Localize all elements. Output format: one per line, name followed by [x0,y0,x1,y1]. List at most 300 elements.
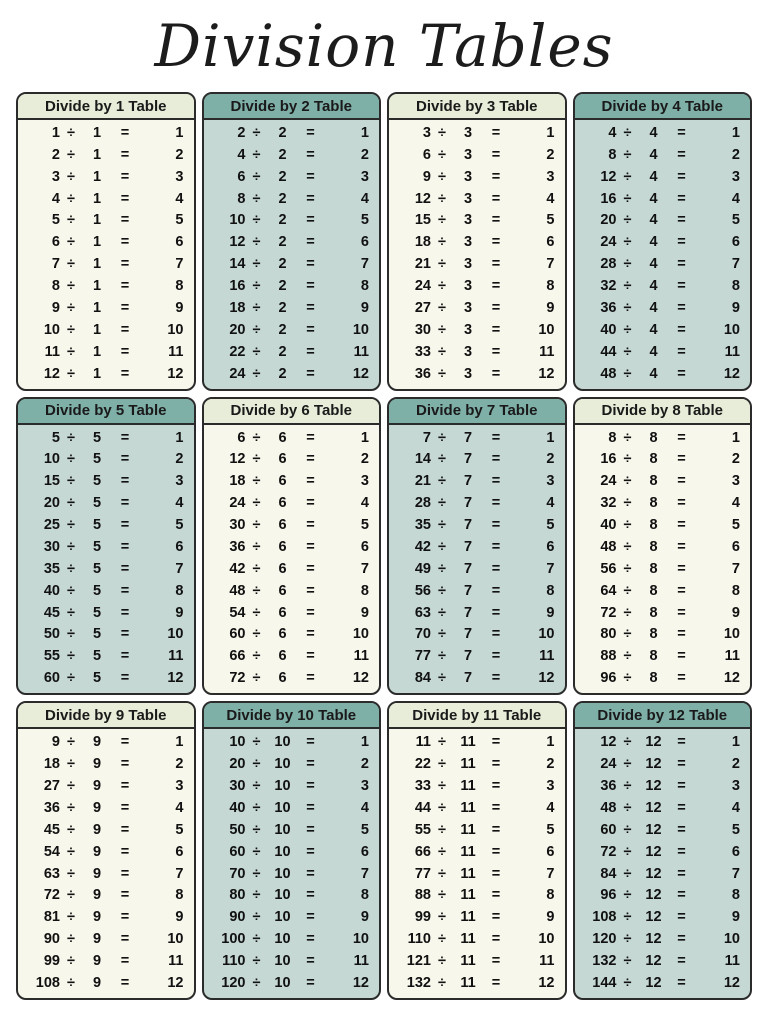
divide-sign: ÷ [623,604,632,621]
table-heading: Divide by 11 Table [389,703,565,729]
dividend: 70 [229,865,246,882]
equals-sign: = [306,517,315,534]
table-row [24,777,188,795]
dividend: 6 [422,146,431,163]
quotient: 4 [360,799,369,816]
dividend: 36 [414,365,431,382]
equals-sign: = [677,626,686,643]
dividend: 24 [229,365,246,382]
equals-sign: = [120,517,130,534]
equals-sign: = [120,451,130,468]
divisor: 7 [463,538,473,555]
table-row [24,365,188,383]
quotient: 8 [731,582,740,599]
divisor: 10 [274,821,291,838]
divide-sign: ÷ [438,517,446,534]
equals-sign: = [491,256,501,273]
divide-sign: ÷ [67,843,75,860]
quotient: 4 [546,190,555,207]
divisor: 2 [278,321,287,338]
divisor: 8 [649,648,658,665]
divide-sign: ÷ [438,429,446,446]
divisor: 2 [278,343,287,360]
quotient: 10 [723,321,740,338]
quotient: 1 [175,429,184,446]
divisor: 6 [278,604,287,621]
equals-sign: = [306,190,315,207]
divide-sign: ÷ [438,909,446,926]
dividend: 2 [237,124,246,141]
equals-sign: = [677,212,686,229]
dividend: 60 [43,670,60,687]
page-title: Division Tables [154,12,614,80]
divide-sign: ÷ [438,604,446,621]
divide-sign: ÷ [67,734,75,751]
equals-sign: = [491,124,501,141]
equals-sign: = [120,756,130,773]
dividend: 60 [229,626,246,643]
table-heading: Divide by 12 Table [575,703,751,729]
equals-sign: = [677,670,686,687]
divisor: 7 [463,670,473,687]
divisor: 11 [460,778,476,795]
divisor: 9 [92,799,102,816]
dividend: 50 [229,821,246,838]
divide-sign: ÷ [252,234,261,251]
quotient: 5 [731,821,740,838]
divide-sign: ÷ [252,451,261,468]
dividend: 48 [600,799,617,816]
divisor: 3 [463,234,473,251]
table-row [24,799,188,817]
dividend: 28 [414,495,431,512]
divide-sign: ÷ [252,517,261,534]
divide-sign: ÷ [67,190,75,207]
divide-sign: ÷ [67,124,75,141]
divide-sign: ÷ [252,756,261,773]
dividend: 66 [229,648,246,665]
divide-sign: ÷ [67,473,75,490]
table-row [581,146,745,164]
equals-sign: = [306,212,315,229]
quotient: 5 [731,517,740,534]
quotient: 7 [546,865,555,882]
divisor: 11 [460,953,476,970]
divisor: 9 [92,756,102,773]
quotient: 2 [546,146,555,163]
quotient: 9 [360,299,369,316]
divisor: 8 [649,604,658,621]
equals-sign: = [491,495,501,512]
table-row [581,450,745,468]
table-row [210,625,374,643]
table-row [24,908,188,926]
equals-sign: = [120,365,130,382]
dividend: 80 [600,626,617,643]
quotient: 12 [167,670,184,687]
equals-sign: = [677,538,686,555]
divide-sign: ÷ [438,451,446,468]
divide-sign: ÷ [252,321,261,338]
divisor: 3 [463,168,473,185]
quotient: 7 [731,560,740,577]
equals-sign: = [306,648,315,665]
dividend: 120 [221,974,246,991]
quotient: 8 [546,582,555,599]
table-row [395,669,559,687]
table-heading: Divide by 3 Table [389,94,565,120]
dividend: 144 [592,974,617,991]
table-row [581,233,745,251]
table-row [210,277,374,295]
table-row [24,450,188,468]
divide-sign: ÷ [623,451,632,468]
divisor: 6 [278,495,287,512]
table-row [581,560,745,578]
divisor: 7 [463,582,473,599]
table-row [395,974,559,992]
quotient: 11 [539,343,555,360]
quotient: 5 [546,821,555,838]
table-row [210,343,374,361]
divisor: 6 [278,473,287,490]
divisor: 1 [92,278,102,295]
dividend: 5 [51,429,60,446]
dividend: 32 [600,495,617,512]
divide-sign: ÷ [252,821,261,838]
dividend: 49 [414,560,431,577]
equals-sign: = [306,168,315,185]
divide-sign: ÷ [623,799,632,816]
equals-sign: = [306,843,315,860]
equals-sign: = [491,451,501,468]
quotient: 6 [360,843,369,860]
table-heading: Divide by 1 Table [18,94,194,120]
equals-sign: = [120,582,130,599]
equals-sign: = [491,212,501,229]
equals-sign: = [677,909,686,926]
divide-sign: ÷ [438,473,446,490]
quotient: 1 [731,124,740,141]
quotient: 3 [731,778,740,795]
table-row [581,494,745,512]
table-heading: Divide by 5 Table [18,399,194,425]
dividend: 40 [229,799,246,816]
divide-sign: ÷ [67,778,75,795]
dividend: 42 [414,538,431,555]
dividend: 77 [414,648,431,665]
divide-sign: ÷ [67,953,75,970]
table-row [210,190,374,208]
divide-sign: ÷ [623,299,632,316]
equals-sign: = [677,953,686,970]
divisor: 12 [645,756,662,773]
table-row [210,211,374,229]
dividend: 9 [422,168,431,185]
divide-sign: ÷ [623,887,632,904]
divisor: 8 [649,626,658,643]
divisor: 6 [278,517,287,534]
quotient: 6 [175,538,184,555]
table-row [210,560,374,578]
equals-sign: = [306,865,315,882]
equals-sign: = [120,278,130,295]
dividend: 66 [414,843,431,860]
equals-sign: = [677,168,686,185]
quotient: 11 [724,343,740,360]
divisor: 7 [463,517,473,534]
quotient: 10 [167,626,184,643]
table-row [395,908,559,926]
divisor: 10 [274,843,291,860]
quotient: 3 [731,473,740,490]
divide-sign: ÷ [438,168,446,185]
table-heading: Divide by 4 Table [575,94,751,120]
division-tables-grid [16,92,752,1000]
dividend: 11 [44,343,60,360]
divide-sign: ÷ [67,168,75,185]
dividend: 14 [414,451,431,468]
dividend: 45 [43,821,60,838]
table-row [395,582,559,600]
dividend: 30 [414,321,431,338]
quotient: 1 [546,429,555,446]
equals-sign: = [491,582,501,599]
divide-sign: ÷ [67,365,75,382]
table-row [24,277,188,295]
divisor: 6 [278,670,287,687]
equals-sign: = [120,146,130,163]
equals-sign: = [677,278,686,295]
divide-sign: ÷ [67,799,75,816]
equals-sign: = [120,168,130,185]
equals-sign: = [677,146,686,163]
table-row [395,952,559,970]
quotient: 2 [731,756,740,773]
dividend: 12 [43,365,60,382]
table-row [581,974,745,992]
divisor: 9 [92,931,102,948]
quotient: 7 [546,256,555,273]
table-row [581,755,745,773]
divisor: 5 [92,495,102,512]
divide-sign: ÷ [623,821,632,838]
equals-sign: = [677,887,686,904]
dividend: 16 [600,451,617,468]
quotient: 6 [360,538,369,555]
quotient: 12 [167,974,184,991]
table-row [24,472,188,490]
quotient: 10 [723,931,740,948]
equals-sign: = [306,538,315,555]
divisor: 11 [460,974,476,991]
divisor: 5 [92,429,102,446]
divisor: 1 [92,365,102,382]
division-table-card [387,92,567,391]
equals-sign: = [491,473,501,490]
quotient: 4 [175,495,184,512]
divisor: 8 [649,429,658,446]
table-row [24,538,188,556]
divisor: 4 [649,124,658,141]
quotient: 9 [731,604,740,621]
divisor: 1 [92,256,102,273]
divisor: 6 [278,648,287,665]
equals-sign: = [491,146,501,163]
quotient: 12 [723,670,740,687]
divisor: 5 [92,538,102,555]
divide-sign: ÷ [623,953,632,970]
divide-sign: ÷ [67,887,75,904]
divisor: 3 [463,321,473,338]
divide-sign: ÷ [438,626,446,643]
dividend: 40 [43,582,60,599]
equals-sign: = [306,821,315,838]
equals-sign: = [491,538,501,555]
dividend: 72 [43,887,60,904]
table-rows [389,120,565,389]
equals-sign: = [120,734,130,751]
quotient: 7 [360,560,369,577]
equals-sign: = [677,299,686,316]
equals-sign: = [491,909,501,926]
equals-sign: = [120,256,130,273]
quotient: 4 [175,190,184,207]
divide-sign: ÷ [438,648,446,665]
quotient: 1 [175,734,184,751]
table-row [210,733,374,751]
quotient: 11 [539,648,555,665]
quotient: 6 [546,538,555,555]
divisor: 12 [645,865,662,882]
dividend: 22 [229,343,246,360]
equals-sign: = [306,234,315,251]
quotient: 12 [167,365,184,382]
divisor: 4 [649,343,658,360]
dividend: 7 [422,429,431,446]
table-row [24,299,188,317]
dividend: 30 [229,778,246,795]
table-row [581,669,745,687]
table-row [395,560,559,578]
equals-sign: = [120,604,130,621]
divisor: 7 [463,495,473,512]
dividend: 108 [592,909,617,926]
dividend: 36 [600,299,617,316]
divide-sign: ÷ [67,299,75,316]
dividend: 24 [229,495,246,512]
dividend: 1 [51,124,60,141]
table-row [581,211,745,229]
dividend: 27 [414,299,431,316]
divide-sign: ÷ [438,560,446,577]
quotient: 5 [175,212,184,229]
divide-sign: ÷ [438,756,446,773]
dividend: 48 [229,582,246,599]
equals-sign: = [306,299,315,316]
table-row [581,365,745,383]
equals-sign: = [120,626,130,643]
table-row [24,560,188,578]
dividend: 20 [229,756,246,773]
divisor: 9 [92,953,102,970]
divisor: 3 [463,365,473,382]
divide-sign: ÷ [438,670,446,687]
quotient: 7 [175,256,184,273]
divide-sign: ÷ [252,648,261,665]
quotient: 7 [360,256,369,273]
quotient: 10 [538,321,555,338]
table-row [395,516,559,534]
divisor: 2 [278,146,287,163]
dividend: 84 [600,865,617,882]
table-row [581,516,745,534]
equals-sign: = [677,865,686,882]
dividend: 15 [414,212,431,229]
divide-sign: ÷ [623,517,632,534]
divisor: 9 [92,734,102,751]
equals-sign: = [306,626,315,643]
equals-sign: = [120,778,130,795]
equals-sign: = [491,321,501,338]
divide-sign: ÷ [438,778,446,795]
divide-sign: ÷ [438,495,446,512]
equals-sign: = [677,517,686,534]
dividend: 18 [43,756,60,773]
equals-sign: = [491,560,501,577]
dividend: 14 [229,256,246,273]
dividend: 20 [229,321,246,338]
equals-sign: = [306,473,315,490]
divide-sign: ÷ [67,756,75,773]
table-row [581,190,745,208]
divisor: 3 [463,278,473,295]
quotient: 7 [175,865,184,882]
table-row [210,124,374,142]
divide-sign: ÷ [623,278,632,295]
table-row [24,952,188,970]
dividend: 36 [229,538,246,555]
quotient: 6 [175,234,184,251]
divisor: 5 [92,670,102,687]
divide-sign: ÷ [438,124,446,141]
divide-sign: ÷ [67,451,75,468]
quotient: 3 [360,473,369,490]
quotient: 4 [360,495,369,512]
quotient: 8 [731,887,740,904]
table-row [24,821,188,839]
dividend: 8 [51,278,60,295]
equals-sign: = [677,756,686,773]
equals-sign: = [677,974,686,991]
dividend: 27 [43,778,60,795]
table-row [24,647,188,665]
table-row [24,211,188,229]
equals-sign: = [677,604,686,621]
table-row [210,429,374,447]
dividend: 18 [414,234,431,251]
equals-sign: = [491,604,501,621]
division-table-card [573,701,753,1000]
table-row [581,277,745,295]
divide-sign: ÷ [623,931,632,948]
dividend: 60 [229,843,246,860]
dividend: 9 [51,299,60,316]
dividend: 10 [229,734,246,751]
table-rows [389,425,565,694]
dividend: 8 [237,190,246,207]
divisor: 1 [92,168,102,185]
